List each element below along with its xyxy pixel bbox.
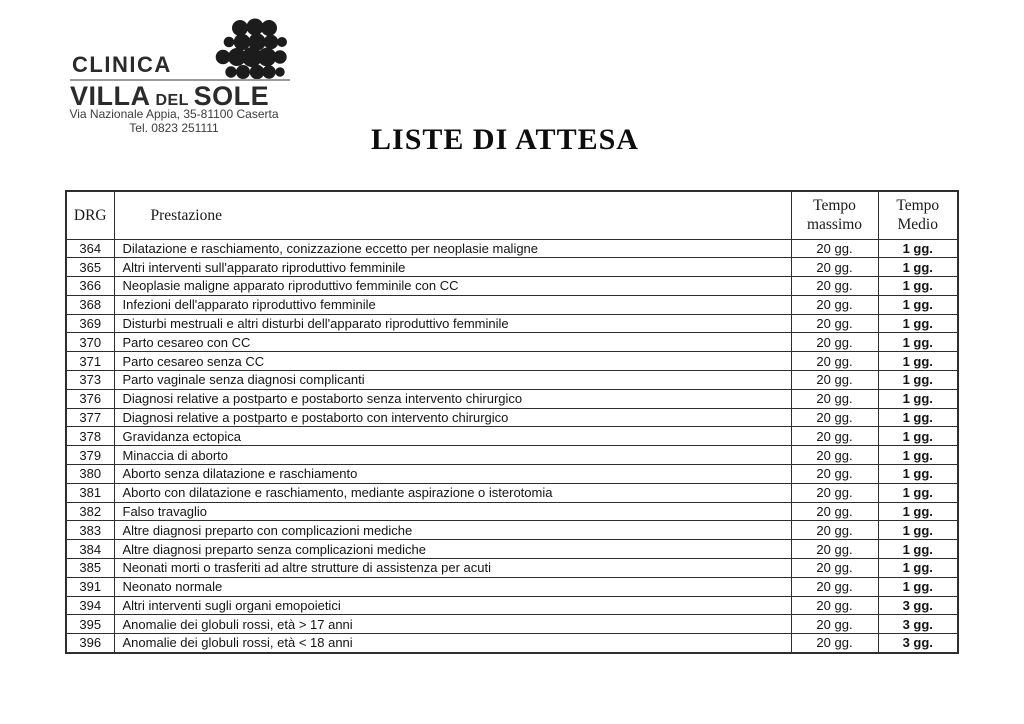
tempo-massimo-cell: 20 gg. bbox=[791, 634, 878, 653]
table-header bbox=[66, 191, 958, 239]
tempo-medio-cell: 1 gg. bbox=[878, 295, 958, 314]
drg-cell: 391 bbox=[66, 577, 114, 596]
table-row bbox=[66, 352, 958, 371]
table-row bbox=[66, 314, 958, 333]
tempo-medio-cell: 1 gg. bbox=[878, 239, 958, 258]
tempo-massimo-cell: 20 gg. bbox=[791, 502, 878, 521]
tempo-medio-cell: 1 gg. bbox=[878, 521, 958, 540]
prestazione-cell: Parto cesareo senza CC bbox=[114, 352, 791, 371]
prestazione-cell: Altri interventi sugli organi emopoietici bbox=[114, 596, 791, 615]
prestazione-cell: Gravidanza ectopica bbox=[114, 427, 791, 446]
tempo-medio-cell: 1 gg. bbox=[878, 446, 958, 465]
tempo-massimo-cell: 20 gg. bbox=[791, 465, 878, 484]
drg-cell: 379 bbox=[66, 446, 114, 465]
tempo-massimo-cell: 20 gg. bbox=[791, 540, 878, 559]
drg-cell: 365 bbox=[66, 258, 114, 277]
prestazione-cell: Minaccia di aborto bbox=[114, 446, 791, 465]
tempo-medio-cell: 1 gg. bbox=[878, 277, 958, 296]
table-row bbox=[66, 389, 958, 408]
tempo-massimo-cell: 20 gg. bbox=[791, 371, 878, 390]
prestazione-cell: Altri interventi sull'apparato riproduttivo femminile bbox=[114, 258, 791, 277]
tempo-medio-cell: 3 gg. bbox=[878, 596, 958, 615]
tempo-massimo-cell: 20 gg. bbox=[791, 615, 878, 634]
drg-cell: 370 bbox=[66, 333, 114, 352]
tempo-medio-cell: 1 gg. bbox=[878, 371, 958, 390]
table-row bbox=[66, 239, 958, 258]
tempo-medio-cell: 1 gg. bbox=[878, 352, 958, 371]
tempo-massimo-cell: 20 gg. bbox=[791, 239, 878, 258]
tempo-massimo-cell: 20 gg. bbox=[791, 559, 878, 578]
table-row bbox=[66, 615, 958, 634]
header-tempo-massimo: Tempo massimo bbox=[791, 191, 878, 239]
prestazione-cell: Dilatazione e raschiamento, conizzazione eccetto per neoplasie maligne bbox=[114, 239, 791, 258]
tempo-massimo-cell: 20 gg. bbox=[791, 295, 878, 314]
table-body bbox=[66, 239, 958, 653]
drg-cell: 385 bbox=[66, 559, 114, 578]
header-drg: DRG bbox=[66, 191, 114, 239]
table-row bbox=[66, 577, 958, 596]
prestazione-cell: Altre diagnosi preparto con complicazioni mediche bbox=[114, 521, 791, 540]
prestazione-cell: Infezioni dell'apparato riproduttivo femminile bbox=[114, 295, 791, 314]
drg-cell: 377 bbox=[66, 408, 114, 427]
tempo-massimo-cell: 20 gg. bbox=[791, 352, 878, 371]
table-header-row bbox=[66, 191, 958, 239]
tempo-medio-cell: 1 gg. bbox=[878, 559, 958, 578]
tempo-massimo-cell: 20 gg. bbox=[791, 333, 878, 352]
tempo-massimo-cell: 20 gg. bbox=[791, 258, 878, 277]
table-row bbox=[66, 277, 958, 296]
prestazione-cell: Altre diagnosi preparto senza complicazioni mediche bbox=[114, 540, 791, 559]
tempo-massimo-cell: 20 gg. bbox=[791, 577, 878, 596]
drg-cell: 384 bbox=[66, 540, 114, 559]
tempo-medio-cell: 1 gg. bbox=[878, 540, 958, 559]
tempo-medio-cell: 1 gg. bbox=[878, 502, 958, 521]
tempo-massimo-cell: 20 gg. bbox=[791, 596, 878, 615]
tempo-massimo-cell: 20 gg. bbox=[791, 314, 878, 333]
prestazione-cell: Aborto senza dilatazione e raschiamento bbox=[114, 465, 791, 484]
header-tempo-medio: Tempo Medio bbox=[878, 191, 958, 239]
tempo-medio-cell: 1 gg. bbox=[878, 483, 958, 502]
tempo-medio-cell: 1 gg. bbox=[878, 408, 958, 427]
drg-cell: 368 bbox=[66, 295, 114, 314]
prestazione-cell: Neonati morti o trasferiti ad altre strutture di assistenza per acuti bbox=[114, 559, 791, 578]
table-row bbox=[66, 521, 958, 540]
prestazione-cell: Disturbi mestruali e altri disturbi dell'apparato riproduttivo femminile bbox=[114, 314, 791, 333]
header-prestazione: Prestazione bbox=[114, 191, 791, 239]
table-row bbox=[66, 502, 958, 521]
prestazione-cell: Diagnosi relative a postparto e postaborto con intervento chirurgico bbox=[114, 408, 791, 427]
table-row bbox=[66, 295, 958, 314]
table-row bbox=[66, 483, 958, 502]
tempo-massimo-cell: 20 gg. bbox=[791, 277, 878, 296]
tempo-medio-cell: 3 gg. bbox=[878, 634, 958, 653]
tempo-medio-cell: 1 gg. bbox=[878, 465, 958, 484]
tempo-medio-cell: 1 gg. bbox=[878, 389, 958, 408]
table-row bbox=[66, 258, 958, 277]
drg-cell: 369 bbox=[66, 314, 114, 333]
drg-cell: 378 bbox=[66, 427, 114, 446]
tempo-medio-cell: 3 gg. bbox=[878, 615, 958, 634]
prestazione-cell: Anomalie dei globuli rossi, età < 18 anni bbox=[114, 634, 791, 653]
drg-cell: 380 bbox=[66, 465, 114, 484]
waiting-list-table bbox=[65, 190, 959, 654]
table-row bbox=[66, 540, 958, 559]
drg-cell: 394 bbox=[66, 596, 114, 615]
clinic-name-sole: SOLE bbox=[193, 81, 270, 111]
drg-cell: 366 bbox=[66, 277, 114, 296]
drg-cell: 371 bbox=[66, 352, 114, 371]
clinic-name-line1: CLINICA bbox=[72, 52, 172, 77]
tempo-medio-cell: 1 gg. bbox=[878, 577, 958, 596]
table-row bbox=[66, 446, 958, 465]
clinic-phone: Tel. 0823 251111 bbox=[129, 121, 219, 135]
prestazione-cell: Parto cesareo con CC bbox=[114, 333, 791, 352]
tempo-medio-cell: 1 gg. bbox=[878, 333, 958, 352]
table-row bbox=[66, 427, 958, 446]
tempo-medio-cell: 1 gg. bbox=[878, 258, 958, 277]
drg-cell: 376 bbox=[66, 389, 114, 408]
drg-cell: 382 bbox=[66, 502, 114, 521]
table-row bbox=[66, 596, 958, 615]
drg-cell: 373 bbox=[66, 371, 114, 390]
drg-cell: 364 bbox=[66, 239, 114, 258]
prestazione-cell: Diagnosi relative a postparto e postaborto senza intervento chirurgico bbox=[114, 389, 791, 408]
prestazione-cell: Aborto con dilatazione e raschiamento, mediante aspirazione o isterotomia bbox=[114, 483, 791, 502]
tempo-massimo-cell: 20 gg. bbox=[791, 521, 878, 540]
drg-cell: 383 bbox=[66, 521, 114, 540]
prestazione-cell: Anomalie dei globuli rossi, età > 17 anni bbox=[114, 615, 791, 634]
tempo-massimo-cell: 20 gg. bbox=[791, 408, 878, 427]
clinic-name-villa: VILLA bbox=[70, 81, 151, 111]
drg-cell: 396 bbox=[66, 634, 114, 653]
table-row bbox=[66, 408, 958, 427]
tempo-medio-cell: 1 gg. bbox=[878, 314, 958, 333]
tempo-massimo-cell: 20 gg. bbox=[791, 389, 878, 408]
prestazione-cell: Falso travaglio bbox=[114, 502, 791, 521]
table-row bbox=[66, 465, 958, 484]
clinic-name-del: DEL bbox=[150, 92, 194, 109]
table-row bbox=[66, 559, 958, 578]
prestazione-cell: Parto vaginale senza diagnosi complicanti bbox=[114, 371, 791, 390]
table-row bbox=[66, 333, 958, 352]
tempo-massimo-cell: 20 gg. bbox=[791, 446, 878, 465]
drg-cell: 381 bbox=[66, 483, 114, 502]
tempo-medio-cell: 1 gg. bbox=[878, 427, 958, 446]
table-row bbox=[66, 371, 958, 390]
prestazione-cell: Neoplasie maligne apparato riproduttivo femminile con CC bbox=[114, 277, 791, 296]
prestazione-cell: Neonato normale bbox=[114, 577, 791, 596]
page-title: LISTE DI ATTESA bbox=[371, 123, 639, 156]
clinic-logo-dots-icon bbox=[215, 10, 305, 90]
tempo-massimo-cell: 20 gg. bbox=[791, 427, 878, 446]
tempo-massimo-cell: 20 gg. bbox=[791, 483, 878, 502]
table-row bbox=[66, 634, 958, 653]
clinic-address: Via Nazionale Appia, 35-81100 Caserta bbox=[69, 107, 279, 121]
drg-cell: 395 bbox=[66, 615, 114, 634]
